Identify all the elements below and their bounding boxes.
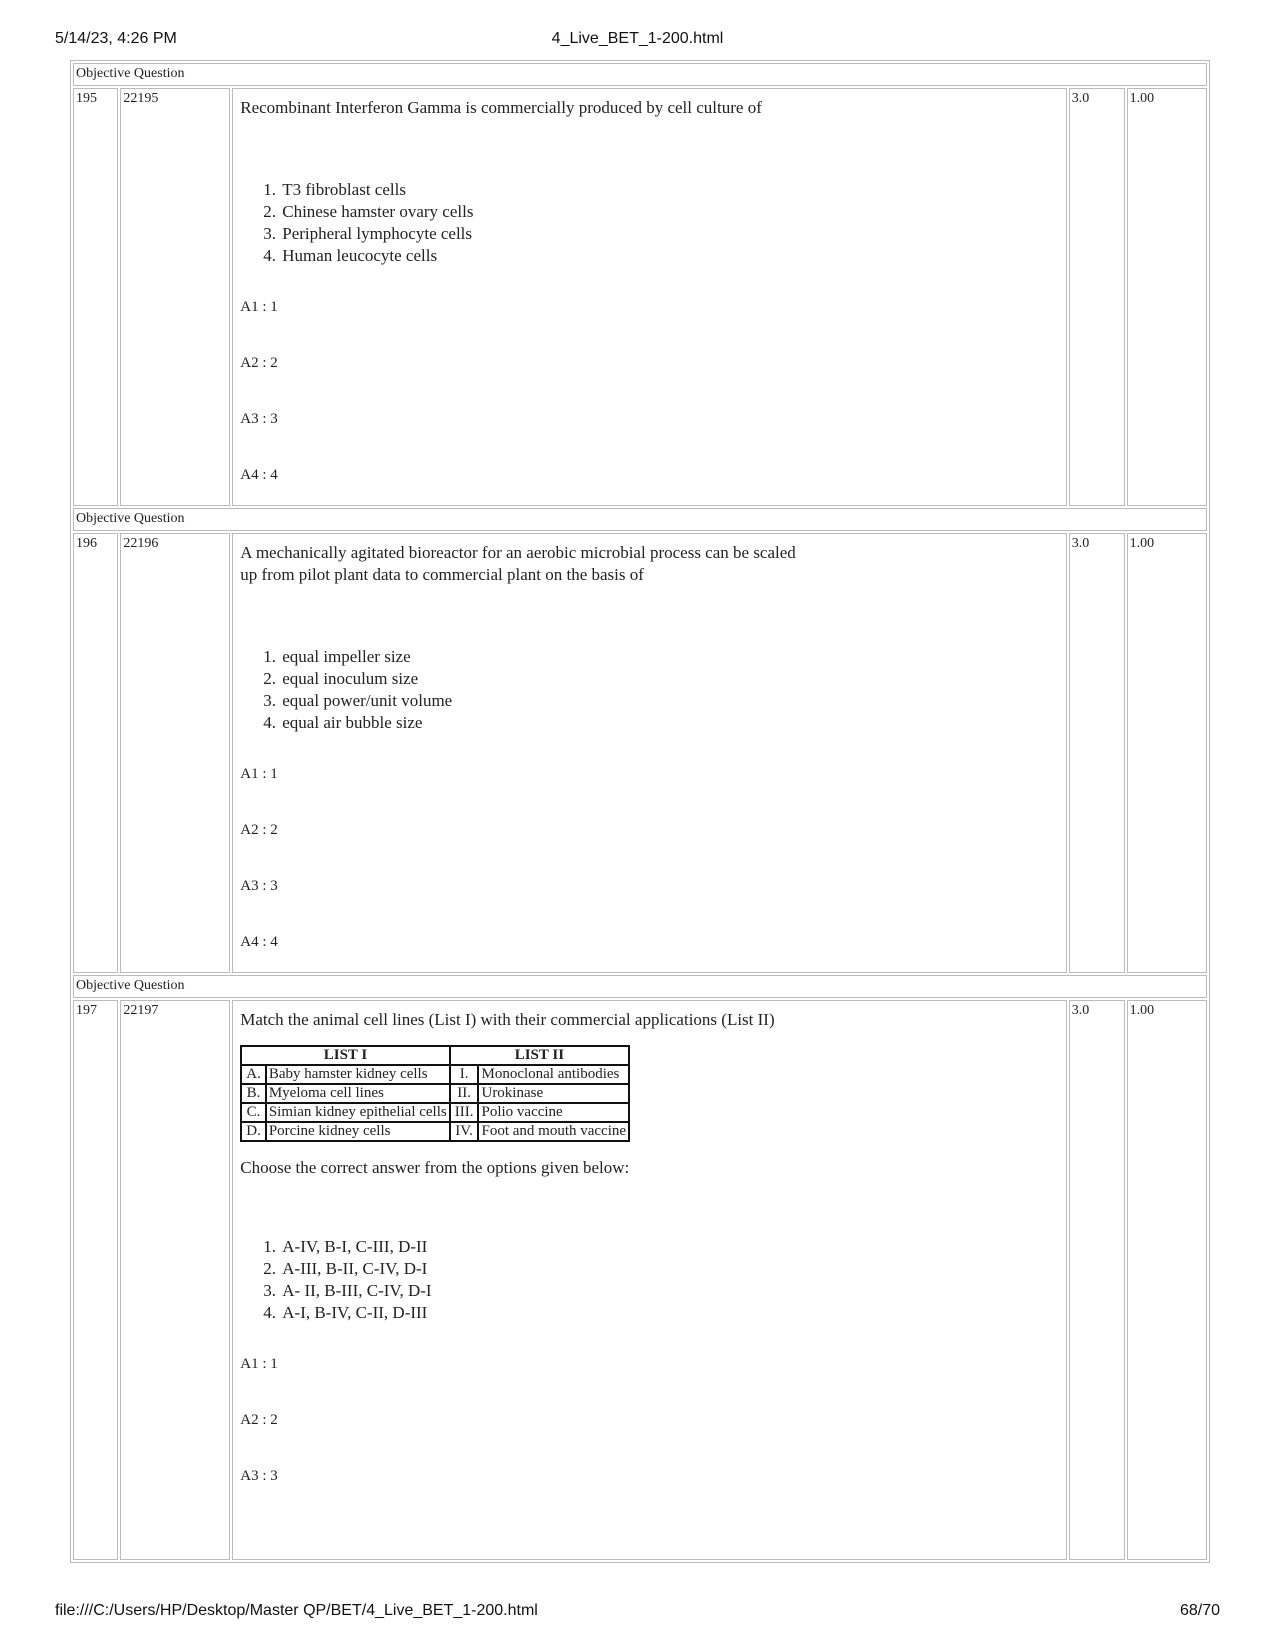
list-1-key: A. — [241, 1065, 266, 1084]
question-marks: 3.0 — [1069, 533, 1125, 973]
list-1-item: Myeloma cell lines — [266, 1084, 450, 1103]
list-2-key: III. — [450, 1103, 479, 1122]
option-item: 4. equal air bubble size — [280, 712, 1058, 734]
question-body — [232, 533, 1066, 973]
question-body — [232, 88, 1066, 506]
list-2-key: I. — [450, 1065, 479, 1084]
list-2-key: IV. — [450, 1122, 479, 1141]
print-file-path: file:///C:/Users/HP/Desktop/Master QP/BET/4_Live_BET_1-200.html — [55, 1602, 538, 1619]
answer-key: A1 : 1 — [240, 766, 278, 782]
question-negative-marks: 1.00 — [1127, 1000, 1207, 1560]
option-list — [240, 1236, 1058, 1324]
answer-key: A2 : 2 — [240, 822, 278, 838]
option-item: 1. equal impeller size — [280, 646, 1058, 668]
option-item: 3. A- II, B-III, C-IV, D-I — [280, 1280, 1058, 1302]
answer-key: A1 : 1 — [240, 299, 278, 315]
option-item: 1. A-IV, B-I, C-III, D-II — [280, 1236, 1058, 1258]
question-body — [232, 1000, 1066, 1560]
list-1-item: Simian kidney epithelial cells — [266, 1103, 450, 1122]
print-page-number: 68/70 — [1179, 1602, 1220, 1619]
list-1-item: Baby hamster kidney cells — [266, 1065, 450, 1084]
option-list — [240, 646, 1058, 734]
answer-key: A4 : 4 — [240, 934, 278, 950]
answer-key: A4 : 4 — [240, 467, 278, 483]
choose-instruction: Choose the correct answer from the options given below: — [240, 1158, 630, 1177]
option-item: 4. Human leucocyte cells — [280, 245, 1058, 267]
question-marks: 3.0 — [1069, 1000, 1125, 1560]
question-kind: Objective Question — [73, 508, 1207, 531]
question-negative-marks: 1.00 — [1127, 88, 1207, 506]
print-datetime: 5/14/23, 4:26 PM — [55, 30, 177, 47]
list-1-key: C. — [241, 1103, 266, 1122]
question-number: 197 — [73, 1000, 118, 1560]
answer-key: A3 : 3 — [240, 411, 278, 427]
question-text: Match the animal cell lines (List I) with their commercial applications (List II) — [240, 1010, 775, 1029]
option-item: 2. equal inoculum size — [280, 668, 1058, 690]
print-doc-title: 4_Live_BET_1-200.html — [551, 30, 724, 47]
match-row — [241, 1084, 629, 1103]
list-2-item: Polio vaccine — [478, 1103, 629, 1122]
list-1-item: Porcine kidney cells — [266, 1122, 450, 1141]
answer-key: A2 : 2 — [240, 355, 278, 371]
list-1-key: B. — [241, 1084, 266, 1103]
option-item: 3. equal power/unit volume — [280, 690, 1058, 712]
question-id: 22196 — [120, 533, 230, 973]
match-row — [241, 1103, 629, 1122]
question-number: 195 — [73, 88, 118, 506]
option-item: 2. A-III, B-II, C-IV, D-I — [280, 1258, 1058, 1280]
question-id: 22197 — [120, 1000, 230, 1560]
question-negative-marks: 1.00 — [1127, 533, 1207, 973]
match-row — [241, 1065, 629, 1084]
question-text: A mechanically agitated bioreactor for an aerobic microbial process can be scaled up from pilot plant data to commercial plant on the basis of — [240, 543, 796, 584]
question-number: 196 — [73, 533, 118, 973]
list-2-key: II. — [450, 1084, 479, 1103]
answer-key: A1 : 1 — [240, 1356, 278, 1372]
option-item: 1. T3 fibroblast cells — [280, 179, 1058, 201]
question-marks: 3.0 — [1069, 88, 1125, 506]
match-row — [241, 1122, 629, 1141]
option-item: 4. A-I, B-IV, C-II, D-III — [280, 1302, 1058, 1324]
option-list — [240, 179, 1058, 267]
question-id: 22195 — [120, 88, 230, 506]
question-kind: Objective Question — [73, 975, 1207, 998]
option-item: 3. Peripheral lymphocyte cells — [280, 223, 1058, 245]
answer-key: A3 : 3 — [240, 878, 278, 894]
question-row — [73, 1000, 1207, 1560]
question-text: Recombinant Interferon Gamma is commercially produced by cell culture of — [240, 98, 762, 117]
answer-key: A2 : 2 — [240, 1412, 278, 1428]
question-row — [73, 88, 1207, 506]
list-2-item: Urokinase — [478, 1084, 629, 1103]
list-1-key: D. — [241, 1122, 266, 1141]
question-row — [73, 533, 1207, 973]
list-2-item: Monoclonal antibodies — [478, 1065, 629, 1084]
question-table — [70, 60, 1210, 1563]
option-item: 2. Chinese hamster ovary cells — [280, 201, 1058, 223]
list-2-header: LIST II — [450, 1046, 629, 1065]
question-kind: Objective Question — [73, 63, 1207, 86]
question-list — [70, 60, 1210, 1597]
list-1-header: LIST I — [241, 1046, 449, 1065]
list-2-item: Foot and mouth vaccine — [478, 1122, 629, 1141]
answer-key: A3 : 3 — [240, 1468, 278, 1484]
match-table — [240, 1045, 630, 1142]
